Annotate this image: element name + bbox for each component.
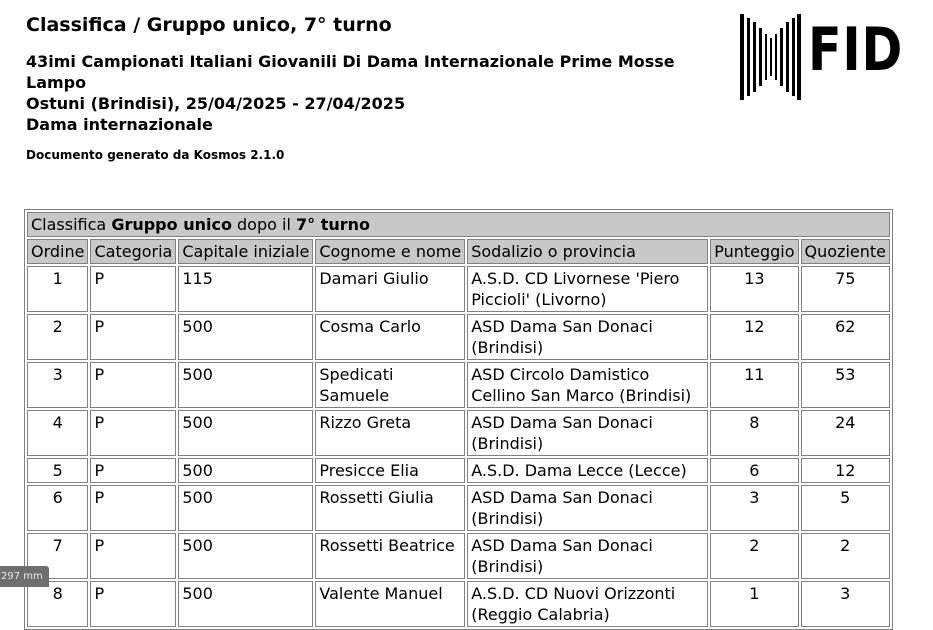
cell-sodalizio: ASD Dama San Donaci (Brindisi) xyxy=(467,485,708,531)
cell-nome: Rossetti Beatrice xyxy=(315,533,465,579)
cell-sodalizio: ASD Dama San Donaci (Brindisi) xyxy=(467,314,708,360)
column-header-nome: Cognome e nome xyxy=(315,239,465,264)
event-name: 43imi Campionati Italiani Giovanili Di Dama Internazionale Prime Mosse Lampo xyxy=(26,52,675,92)
cell-punteggio: 3 xyxy=(710,485,798,531)
cell-ordine: 3 xyxy=(27,362,88,408)
cell-punteggio: 12 xyxy=(710,314,798,360)
column-header-capitale: Capitale iniziale xyxy=(178,239,313,264)
cell-categoria: P xyxy=(90,458,176,483)
cell-punteggio: 11 xyxy=(710,362,798,408)
cell-nome: Rizzo Greta xyxy=(315,410,465,456)
cell-ordine: 2 xyxy=(27,314,88,360)
table-row xyxy=(27,533,890,579)
cell-quoziente: 24 xyxy=(801,410,890,456)
cell-categoria: P xyxy=(90,314,176,360)
table-row xyxy=(27,266,890,312)
cell-quoziente: 3 xyxy=(801,581,890,627)
column-header-quoziente: Quoziente xyxy=(801,239,890,264)
cell-sodalizio: A.S.D. Dama Lecce (Lecce) xyxy=(467,458,708,483)
cell-capitale: 500 xyxy=(178,533,313,579)
cell-sodalizio: A.S.D. CD Livornese 'Piero Piccioli' (Livorno) xyxy=(467,266,708,312)
event-discipline: Dama internazionale xyxy=(26,115,213,134)
cell-nome: Presicce Elia xyxy=(315,458,465,483)
table-row xyxy=(27,314,890,360)
cell-capitale: 500 xyxy=(178,485,313,531)
cell-sodalizio: ASD Circolo Damistico Cellino San Marco (Brindisi) xyxy=(467,362,708,408)
cell-ordine: 1 xyxy=(27,266,88,312)
table-row xyxy=(27,485,890,531)
cell-capitale: 500 xyxy=(178,581,313,627)
cell-ordine: 7 xyxy=(27,533,88,579)
column-header-sodalizio: Sodalizio o provincia xyxy=(467,239,708,264)
table-caption xyxy=(27,212,890,237)
fid-logo-text: FID xyxy=(808,15,904,85)
table-row xyxy=(27,458,890,483)
cell-punteggio: 8 xyxy=(710,410,798,456)
caption-round: 7° turno xyxy=(295,215,370,234)
cell-nome: Valente Manuel xyxy=(315,581,465,627)
fid-logo xyxy=(738,10,904,102)
cell-nome: Rossetti Giulia xyxy=(315,485,465,531)
cell-punteggio: 2 xyxy=(710,533,798,579)
cell-nome: Damari Giulio xyxy=(315,266,465,312)
table-row xyxy=(27,362,890,408)
cell-ordine: 6 xyxy=(27,485,88,531)
cell-categoria: P xyxy=(90,533,176,579)
cell-quoziente: 62 xyxy=(801,314,890,360)
fid-logo-mark-icon xyxy=(738,10,802,102)
cell-punteggio: 6 xyxy=(710,458,798,483)
event-location-dates: Ostuni (Brindisi), 25/04/2025 - 27/04/2025 xyxy=(26,94,406,113)
cell-quoziente: 5 xyxy=(801,485,890,531)
standings-table xyxy=(24,209,893,630)
caption-middle: dopo il xyxy=(231,215,296,234)
cell-capitale: 500 xyxy=(178,410,313,456)
cell-quoziente: 53 xyxy=(801,362,890,408)
cell-quoziente: 75 xyxy=(801,266,890,312)
column-header-ordine: Ordine xyxy=(27,239,88,264)
cell-capitale: 115 xyxy=(178,266,313,312)
cell-categoria: P xyxy=(90,485,176,531)
cell-capitale: 500 xyxy=(178,314,313,360)
cell-capitale: 500 xyxy=(178,458,313,483)
generator-note: Documento generato da Kosmos 2.1.0 xyxy=(26,148,285,162)
cell-capitale: 500 xyxy=(178,362,313,408)
cell-ordine: 4 xyxy=(27,410,88,456)
cell-ordine: 8 xyxy=(27,581,88,627)
cell-sodalizio: A.S.D. CD Nuovi Orizzonti (Reggio Calabria) xyxy=(467,581,708,627)
event-info xyxy=(26,51,726,135)
cell-categoria: P xyxy=(90,410,176,456)
column-header-punteggio: Punteggio xyxy=(710,239,798,264)
cell-quoziente: 12 xyxy=(801,458,890,483)
cell-categoria: P xyxy=(90,266,176,312)
cell-nome: Cosma Carlo xyxy=(315,314,465,360)
page-title: Classifica / Gruppo unico, 7° turno xyxy=(26,14,392,36)
table-row xyxy=(27,410,890,456)
column-header-categoria: Categoria xyxy=(90,239,176,264)
cell-sodalizio: ASD Dama San Donaci (Brindisi) xyxy=(467,533,708,579)
cell-ordine: 5 xyxy=(27,458,88,483)
cell-nome: Spedicati Samuele xyxy=(315,362,465,408)
caption-group: Gruppo unico xyxy=(111,215,232,234)
cell-punteggio: 1 xyxy=(710,581,798,627)
cell-categoria: P xyxy=(90,362,176,408)
cell-sodalizio: ASD Dama San Donaci (Brindisi) xyxy=(467,410,708,456)
table-caption-row xyxy=(27,212,890,237)
page-size-tag: 297 mm xyxy=(0,566,49,587)
caption-prefix: Classifica xyxy=(31,215,112,234)
cell-quoziente: 2 xyxy=(801,533,890,579)
table-header-row xyxy=(27,239,890,264)
table-row xyxy=(27,581,890,627)
cell-categoria: P xyxy=(90,581,176,627)
cell-punteggio: 13 xyxy=(710,266,798,312)
